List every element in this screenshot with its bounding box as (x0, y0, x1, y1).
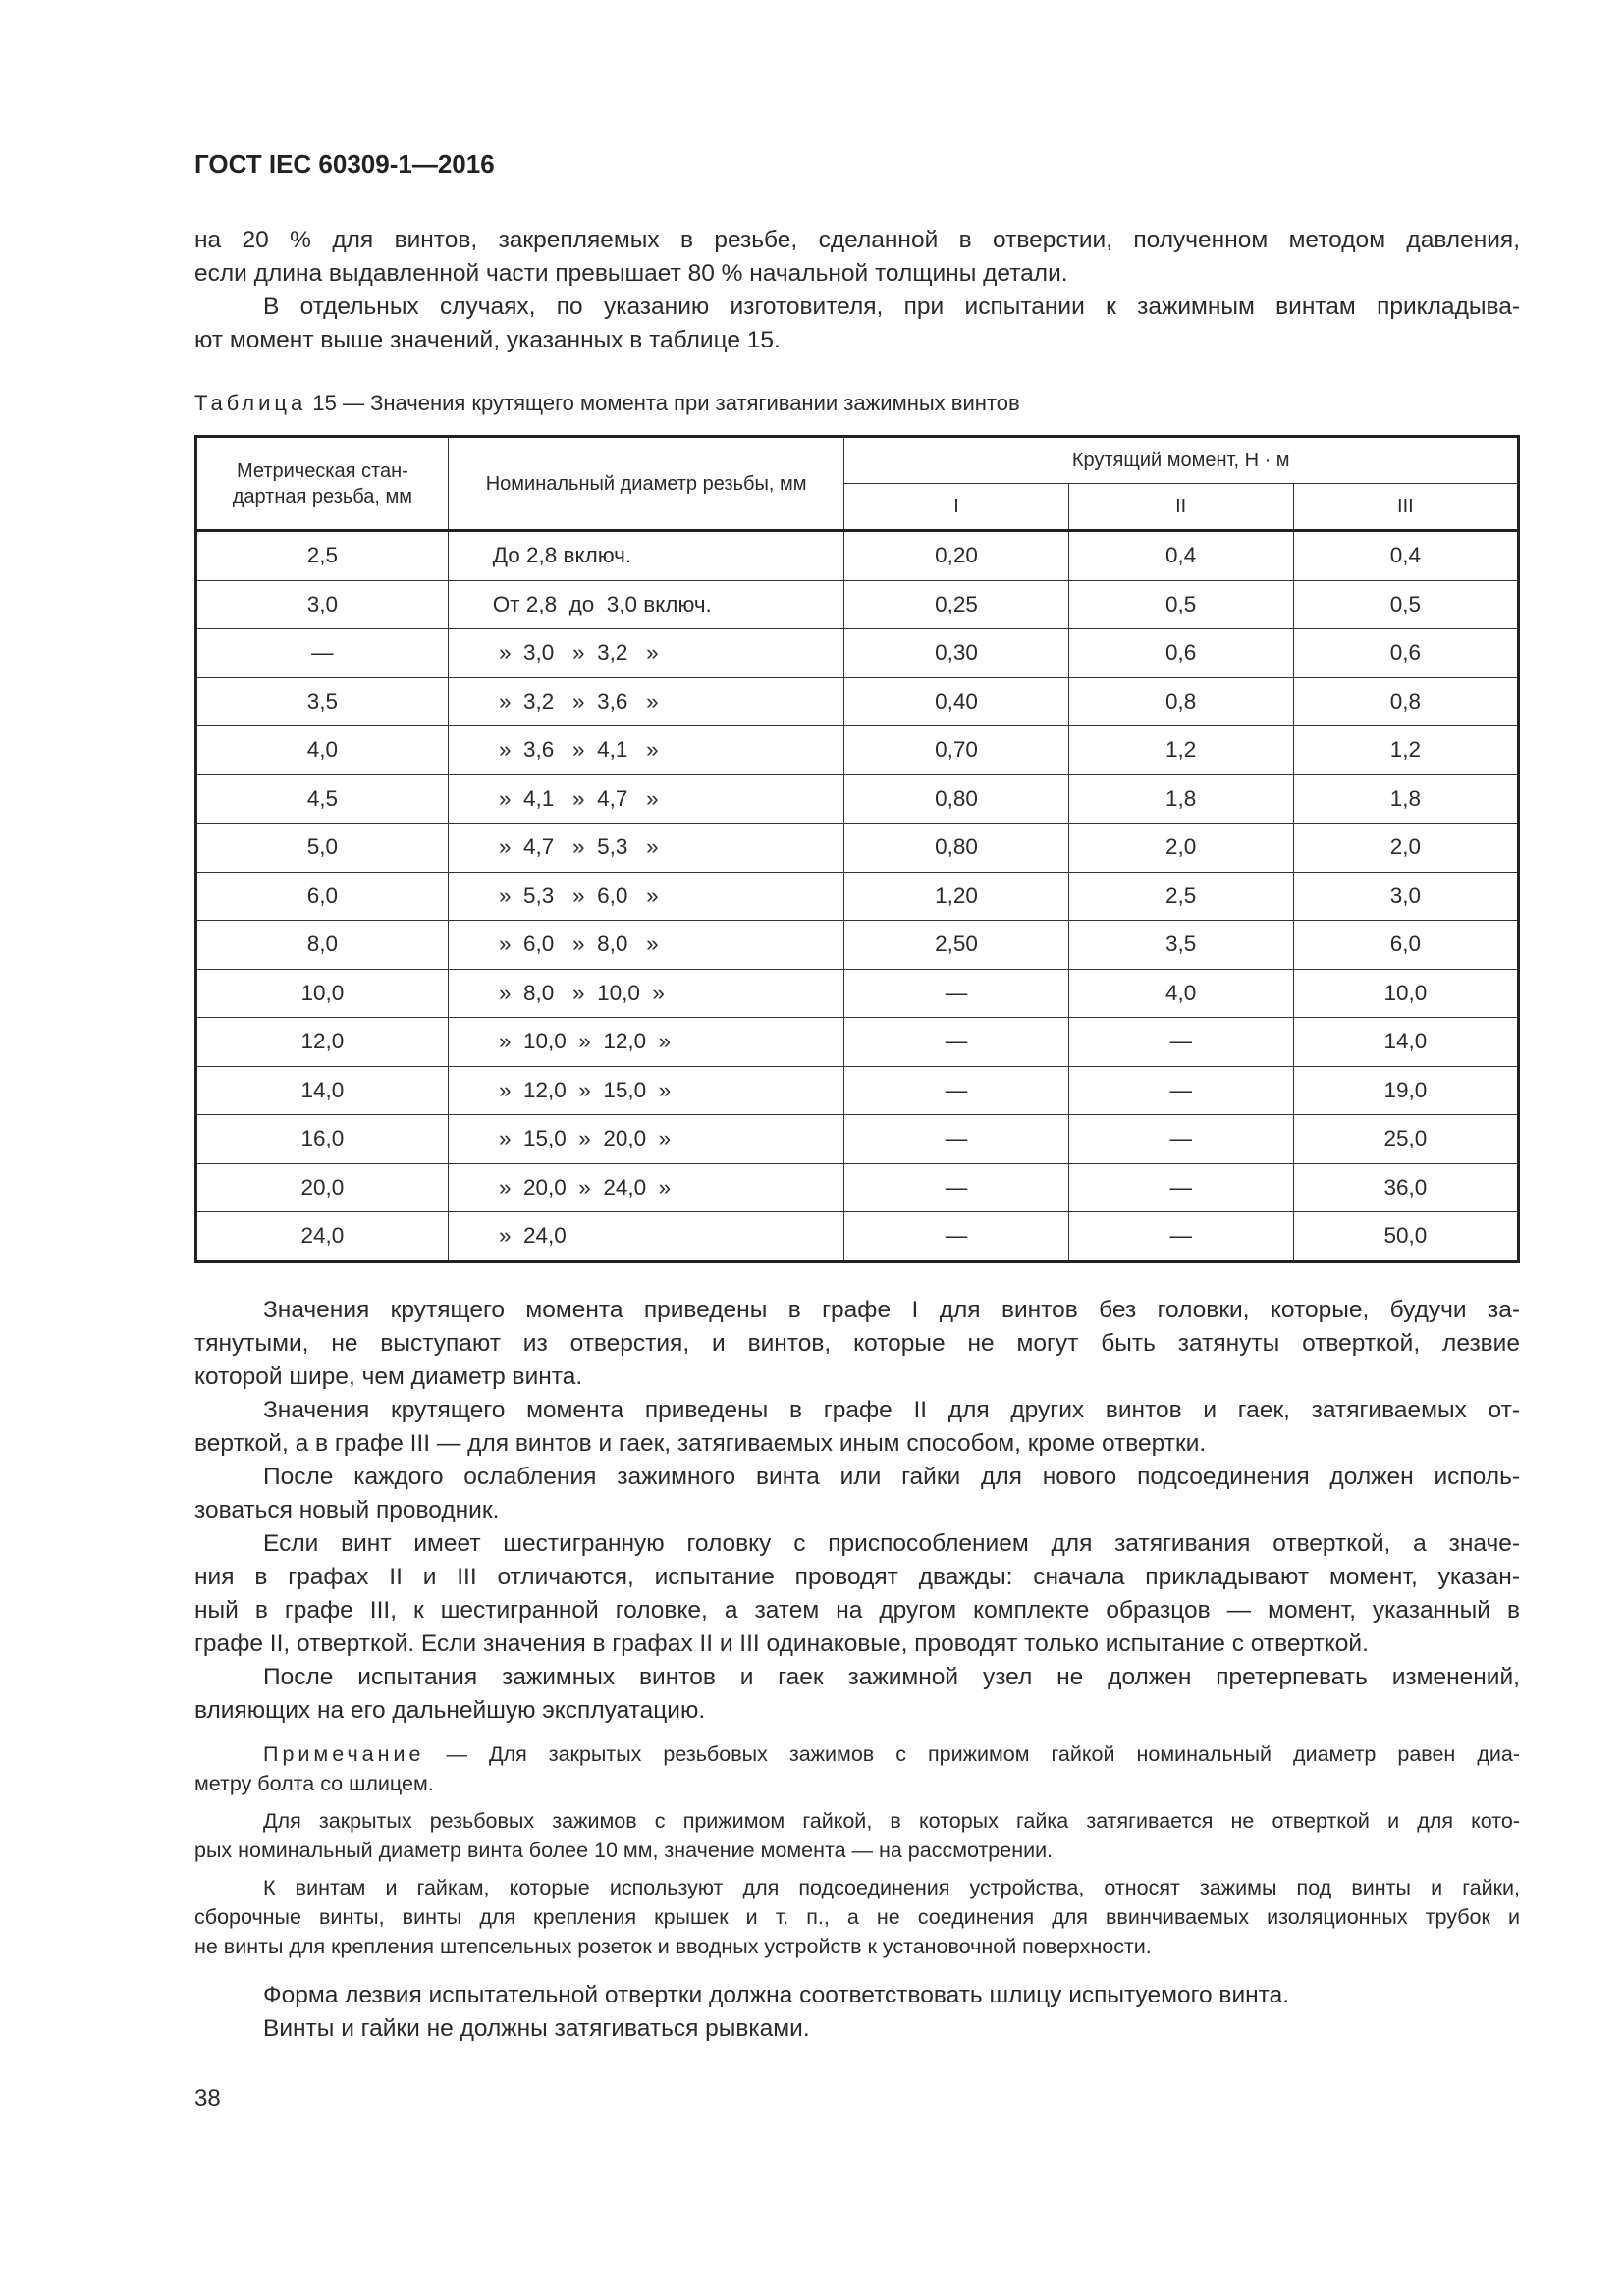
caption-text: 15 — Значения крутящего момента при затягивании зажимных винтов (312, 391, 1020, 415)
note-text: — Для закрытых резьбовых зажимов с прижимом гайкой номинальный диаметр равен диа- (424, 1742, 1520, 1766)
final-text (194, 1979, 1520, 2046)
cell-torque-III: 1,8 (1293, 774, 1518, 824)
text-line: тянутыми, не выступают из отверстия, и винтов, которые не могут быть затянуты отверткой, лезвие (194, 1330, 1520, 1357)
cell-torque-II: 0,4 (1068, 531, 1293, 581)
cell-thread: 6,0 (196, 872, 449, 921)
paragraph (194, 1527, 1520, 1661)
cell-torque-I: 1,20 (844, 872, 1068, 921)
cell-torque-I: — (844, 1163, 1068, 1212)
cell-thread: 4,5 (196, 774, 449, 824)
cell-torque-I: 0,20 (844, 531, 1068, 581)
cell-torque-I: 0,80 (844, 824, 1068, 873)
document-header: ГОСТ IEC 60309-1—2016 (194, 149, 495, 179)
text-line: После испытания зажимных винтов и гаек зажимной узел не должен претерпевать изменений, (263, 1664, 1520, 1690)
cell-torque-III: 36,0 (1293, 1163, 1518, 1212)
cell-torque-II: — (1068, 1115, 1293, 1164)
paragraph (194, 1661, 1520, 1728)
cell-thread: — (196, 629, 449, 678)
cell-torque-I: — (844, 1018, 1068, 1067)
body-text (194, 1294, 1520, 1728)
cell-thread: 12,0 (196, 1018, 449, 1067)
cell-thread: 4,0 (196, 726, 449, 775)
paragraph (194, 1394, 1520, 1461)
cell-torque-III: 2,0 (1293, 824, 1518, 873)
cell-torque-III: 50,0 (1293, 1212, 1518, 1262)
text-line: если длина выдавленной части превышает 80 % начальной толщины детали. (194, 260, 1068, 287)
text-line: метру болта со шлицем. (194, 1772, 434, 1795)
cell-thread: 16,0 (196, 1115, 449, 1164)
cell-diameter: » 6,0 » 8,0 » (448, 921, 844, 970)
text-line: верткой, а в графе III — для винтов и гаек, затягиваемых иным способом, кроме отвертки. (194, 1430, 1207, 1457)
note-label: Примечание (263, 1742, 425, 1766)
text-line: ют момент выше значений, указанных в таблице 15. (194, 327, 781, 353)
cell-diameter: До 2,8 включ. (448, 531, 844, 581)
cell-torque-I: 0,40 (844, 677, 1068, 726)
cell-diameter: » 8,0 » 10,0 » (448, 969, 844, 1018)
cell-torque-III: 0,5 (1293, 580, 1518, 629)
paragraph (194, 1294, 1520, 1394)
cell-torque-III: 0,8 (1293, 677, 1518, 726)
cell-torque-II: — (1068, 1018, 1293, 1067)
cell-torque-II: — (1068, 1212, 1293, 1262)
cell-thread: 20,0 (196, 1163, 449, 1212)
note-paragraph (194, 1873, 1520, 1961)
cell-torque-II: 2,0 (1068, 824, 1293, 873)
table-row (196, 726, 1519, 775)
table-row (196, 774, 1519, 824)
cell-thread: 8,0 (196, 921, 449, 970)
cell-thread: 2,5 (196, 531, 449, 581)
cell-torque-I: — (844, 969, 1068, 1018)
text-line: Значения крутящего момента приведены в графе II для других винтов и гаек, затягиваемых от- (263, 1397, 1520, 1423)
table-row (196, 677, 1519, 726)
cell-torque-II: 4,0 (1068, 969, 1293, 1018)
cell-thread: 24,0 (196, 1212, 449, 1262)
cell-diameter: От 2,8 до 3,0 включ. (448, 580, 844, 629)
header-metric-thread: Метрическая стан-дартная резьба, мм (196, 437, 449, 531)
cell-torque-I: — (844, 1066, 1068, 1115)
cell-diameter: » 24,0 (448, 1212, 844, 1262)
cell-torque-I: — (844, 1115, 1068, 1164)
table-row (196, 531, 1519, 581)
text-line: ния в графах II и III отличаются, испытание проводят дважды: сначала прикладывают момент, указан- (194, 1564, 1520, 1590)
cell-torque-I: 0,80 (844, 774, 1068, 824)
header-col-III: III (1293, 484, 1518, 531)
paragraph (194, 291, 1520, 357)
cell-torque-III: 3,0 (1293, 872, 1518, 921)
text-line: рых номинальный диаметр винта более 10 мм, значение момента — на рассмотрении. (194, 1839, 1054, 1862)
text-line (194, 1739, 1520, 1769)
cell-torque-III: 0,4 (1293, 531, 1518, 581)
text-line: которой шире, чем диаметр винта. (194, 1363, 583, 1390)
cell-diameter: » 15,0 » 20,0 » (448, 1115, 844, 1164)
cell-torque-II: — (1068, 1066, 1293, 1115)
cell-torque-III: 25,0 (1293, 1115, 1518, 1164)
cell-diameter: » 3,6 » 4,1 » (448, 726, 844, 775)
cell-diameter: » 20,0 » 24,0 » (448, 1163, 844, 1212)
cell-diameter: » 12,0 » 15,0 » (448, 1066, 844, 1115)
cell-diameter: » 3,0 » 3,2 » (448, 629, 844, 678)
paragraph (194, 224, 1520, 291)
text-line: После каждого ослабления зажимного винта или гайки для нового подсоединения должен исполь- (263, 1464, 1520, 1490)
cell-torque-II: 0,6 (1068, 629, 1293, 678)
cell-thread: 3,0 (196, 580, 449, 629)
table-caption (194, 391, 1020, 416)
header-torque: Крутящий момент, Н · м (844, 437, 1519, 484)
table-row (196, 872, 1519, 921)
table-row (196, 1163, 1519, 1212)
text-line: не винты для крепления штепсельных розеток и вводных устройств к установочной поверхности. (194, 1935, 1152, 1958)
cell-torque-II: 0,5 (1068, 580, 1293, 629)
cell-torque-II: 3,5 (1068, 921, 1293, 970)
text-line: влияющих на его дальнейшую эксплуатацию. (194, 1697, 706, 1724)
cell-torque-I: 2,50 (844, 921, 1068, 970)
table-row (196, 1115, 1519, 1164)
cell-torque-I: 0,25 (844, 580, 1068, 629)
paragraph (194, 1461, 1520, 1527)
cell-diameter: » 4,7 » 5,3 » (448, 824, 844, 873)
text-line: Для закрытых резьбовых зажимов с прижимом гайкой, в которых гайка затягивается не отверткой и для кото- (263, 1809, 1520, 1833)
cell-torque-I: — (844, 1212, 1068, 1262)
caption-label: Таблица (194, 391, 307, 415)
note-paragraph (194, 1739, 1520, 1798)
header-nominal-diameter: Номинальный диаметр резьбы, мм (448, 437, 844, 531)
table-row (196, 1066, 1519, 1115)
cell-torque-II: 1,8 (1068, 774, 1293, 824)
cell-diameter: » 4,1 » 4,7 » (448, 774, 844, 824)
cell-torque-II: 2,5 (1068, 872, 1293, 921)
header-col-II: II (1068, 484, 1293, 531)
text-line: зоваться новый проводник. (194, 1497, 500, 1523)
note (194, 1739, 1520, 1961)
cell-thread: 10,0 (196, 969, 449, 1018)
table-row (196, 1018, 1519, 1067)
text-line: Форма лезвия испытательной отвертки должна соответствовать шлицу испытуемого винта. (263, 1982, 1290, 2008)
cell-diameter: » 3,2 » 3,6 » (448, 677, 844, 726)
cell-torque-II: 1,2 (1068, 726, 1293, 775)
text-line: графе II, отверткой. Если значения в графах II и III одинаковые, проводят только испытание с отверткой. (194, 1630, 1369, 1657)
torque-table (194, 435, 1520, 1263)
text-line: на 20 % для винтов, закрепляемых в резьбе, сделанной в отверстии, полученном методом давления, (194, 227, 1520, 253)
cell-torque-III: 14,0 (1293, 1018, 1518, 1067)
note-paragraph (194, 1806, 1520, 1865)
table-row (196, 969, 1519, 1018)
cell-torque-III: 10,0 (1293, 969, 1518, 1018)
text-line: В отдельных случаях, по указанию изготовителя, при испытании к зажимным винтам прикладыва- (263, 294, 1520, 320)
text-line: Значения крутящего момента приведены в графе I для винтов без головки, которые, будучи за- (263, 1297, 1520, 1323)
table-row (196, 921, 1519, 970)
text-line: сборочные винты, винты для крепления крышек и т. п., а не соединения для ввинчиваемых изоляционных трубок и (194, 1905, 1520, 1929)
cell-thread: 5,0 (196, 824, 449, 873)
table-row (196, 629, 1519, 678)
page-number: 38 (194, 2085, 221, 2111)
cell-torque-III: 6,0 (1293, 921, 1518, 970)
cell-diameter: » 5,3 » 6,0 » (448, 872, 844, 921)
table-row (196, 580, 1519, 629)
table-row (196, 1212, 1519, 1262)
cell-diameter: » 10,0 » 12,0 » (448, 1018, 844, 1067)
text-line: К винтам и гайкам, которые используют для подсоединения устройства, относят зажимы под винты и гайки, (263, 1876, 1520, 1899)
cell-torque-II: 0,8 (1068, 677, 1293, 726)
cell-torque-III: 0,6 (1293, 629, 1518, 678)
text-line: Винты и гайки не должны затягиваться рывками. (263, 2015, 810, 2042)
intro-text (194, 224, 1520, 357)
cell-torque-I: 0,70 (844, 726, 1068, 775)
cell-thread: 14,0 (196, 1066, 449, 1115)
cell-thread: 3,5 (196, 677, 449, 726)
cell-torque-III: 1,2 (1293, 726, 1518, 775)
table-row (196, 824, 1519, 873)
cell-torque-I: 0,30 (844, 629, 1068, 678)
text-line: Если винт имеет шестигранную головку с приспособлением для затягивания отверткой, а значе- (263, 1530, 1520, 1557)
cell-torque-II: — (1068, 1163, 1293, 1212)
header-col-I: I (844, 484, 1068, 531)
cell-torque-III: 19,0 (1293, 1066, 1518, 1115)
text-line: ный в графе III, к шестигранной головке, а затем на другом комплекте образцов — момент, указанный в (194, 1597, 1520, 1624)
